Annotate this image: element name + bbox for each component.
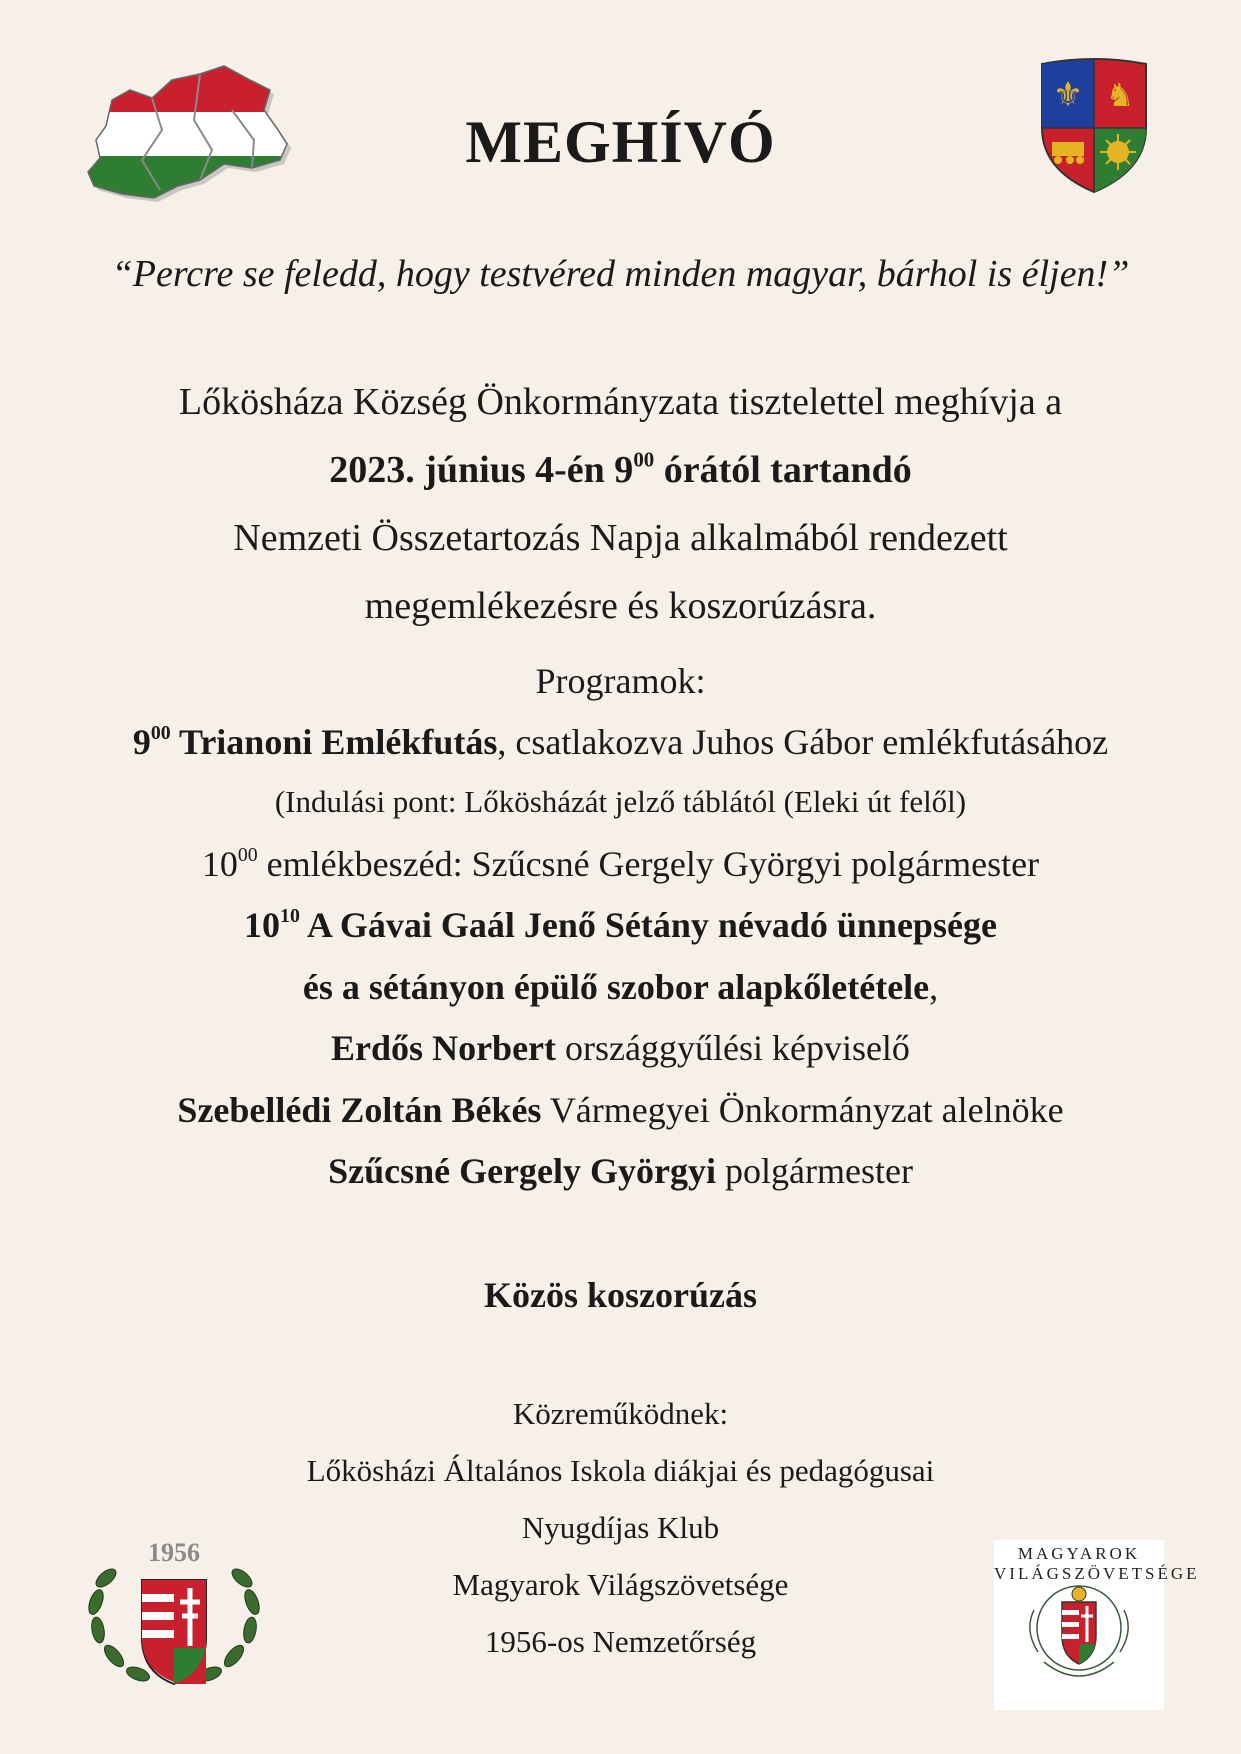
- contributor-item: 1956-os Nemzetőrség: [484, 1624, 757, 1659]
- invitation-date-line: 2023. június 4-én $9^{00}$ órától tartandó: [329, 447, 912, 491]
- contributor-item: Nyugdíjas Klub: [521, 1510, 720, 1545]
- speaker-3: Szűcsné Gergely Györgyi polgármester: [328, 1151, 913, 1191]
- program-item-2: $10^{00}$ emlékbeszéd: Szűcsné Gergely Györgyi polgármester: [201, 844, 1040, 884]
- svg-text:♞: ♞: [1105, 76, 1135, 114]
- programs-heading: Programok:: [535, 661, 706, 701]
- contributors-heading: Közreműködnek:: [512, 1396, 729, 1431]
- contributor-item: Magyarok Világszövetsége: [452, 1567, 789, 1602]
- invitation-line-3: Nemzeti Összetartozás Napja alkalmából rendezett: [233, 517, 1008, 559]
- speaker-1: Erdős Norbert országgyűlési képviselő: [331, 1028, 910, 1068]
- wreath-year-label: 1956: [148, 1538, 200, 1567]
- magyarok-vilagszovetsege-logo-icon: [994, 1540, 1200, 1710]
- page-title: MEGHÍVÓ: [465, 109, 776, 175]
- program-item-1: $9^{00}$ Trianoni Emlékfutás, csatlakozva Juhos Gábor emlékfutásához: [132, 722, 1109, 762]
- speaker-2: Szebellédi Zoltán Békés Vármegyei Önkormányzat alelnöke: [177, 1090, 1064, 1130]
- motto-quote: “Percre se feledd, hogy testvéred minden magyar, bárhol is éljen!”: [111, 253, 1130, 295]
- program-item-3-line-2: és a sétányon épülő szobor alapkőletétele,: [302, 967, 939, 1007]
- program-item-1-note: (Indulási pont: Lőkösházát jelző táblától (Eleki út felől): [274, 784, 967, 819]
- mvsz-logo-text: MAGYAROK VILÁGSZÖVETSÉGE: [994, 1544, 1200, 1583]
- program-item-3: $10^{10}$ A Gávai Gaál Jenő Sétány névadó ünnepsége: [244, 905, 997, 945]
- wreath-laying: Közös koszorúzás: [484, 1275, 757, 1315]
- contributor-item: Lőkösházi Általános Iskola diákjai és pedagógusai: [306, 1453, 935, 1488]
- svg-text:⚜: ⚜: [1052, 75, 1084, 115]
- invitation-line-4: megemlékezésre és koszorúzásra.: [364, 585, 877, 627]
- invitation-line-1: Lőkösháza Község Önkormányzata tisztelettel meghívja a: [178, 381, 1063, 423]
